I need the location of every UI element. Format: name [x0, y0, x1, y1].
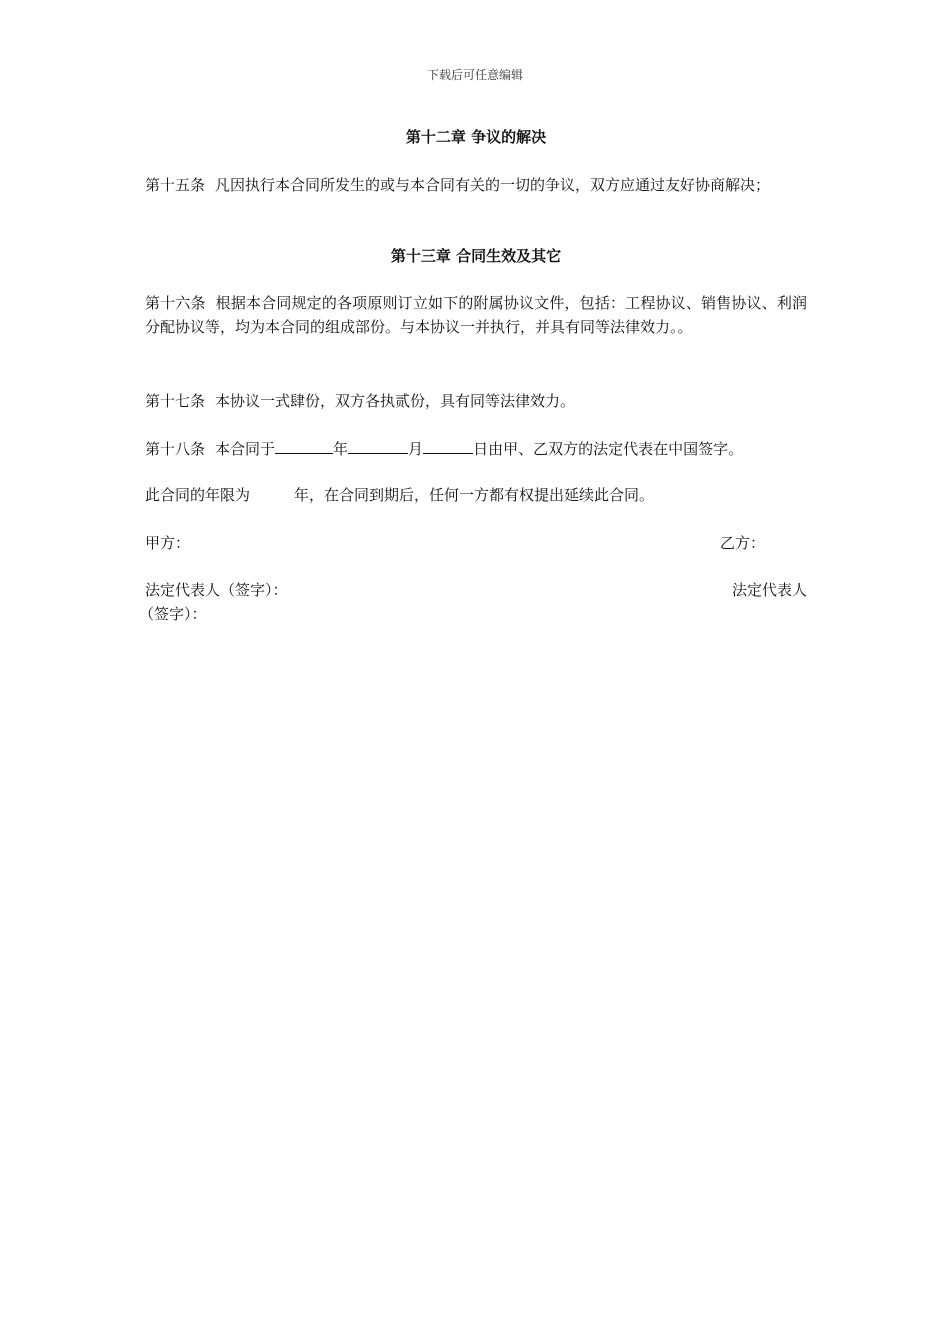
- month-unit: 月: [408, 440, 424, 458]
- term-suffix: 年，在合同到期后，任何一方都有权提出延续此合同。: [294, 486, 655, 504]
- party-b-label: 乙方：: [719, 534, 765, 552]
- chapter-13-title: 第十三章 合同生效及其它: [390, 247, 562, 265]
- chapter-12-title: 第十二章 争议的解决: [405, 128, 547, 146]
- article-17-number: 第十七条: [145, 392, 206, 410]
- article-15: [145, 173, 807, 197]
- party-b-signature-label: （签字）：: [139, 605, 207, 623]
- party-a-label: 甲方：: [145, 534, 191, 552]
- parties-row: [145, 531, 807, 555]
- article-18-prefix: 本合同于: [215, 440, 276, 458]
- contract-term: [145, 483, 807, 507]
- article-18-suffix: 日由甲、乙双方的法定代表在中国签字。: [473, 440, 744, 458]
- representatives-row: [139, 578, 807, 626]
- article-16: [145, 291, 807, 339]
- party-b-representative-label: 法定代表人: [731, 581, 807, 599]
- month-blank[interactable]: [348, 436, 408, 454]
- article-16-text: 根据本合同规定的各项原则订立如下的附属协议文件，包括：工程协议、销售协议、利润分配协议等，均为本合同的组成部份。与本协议一并执行，并具有同等法律效力。。: [145, 294, 807, 336]
- article-17: [145, 389, 807, 413]
- day-blank[interactable]: [423, 436, 473, 454]
- year-unit: 年: [333, 440, 349, 458]
- article-15-number: 第十五条: [145, 176, 206, 194]
- article-18-number: 第十八条: [145, 440, 206, 458]
- header-note: 下载后可任意编辑: [426, 68, 523, 82]
- year-blank[interactable]: [275, 436, 333, 454]
- party-a-representative-label: 法定代表人（签字）：: [145, 581, 288, 599]
- term-prefix: 此合同的年限为: [145, 486, 251, 504]
- article-18: [145, 436, 807, 461]
- article-16-number: 第十六条: [145, 294, 206, 312]
- article-15-text: 凡因执行本合同所发生的或与本合同有关的一切的争议，双方应通过友好协商解决；: [215, 176, 771, 194]
- article-17-text: 本协议一式肆份，双方各执贰份，具有同等法律效力。: [215, 392, 576, 410]
